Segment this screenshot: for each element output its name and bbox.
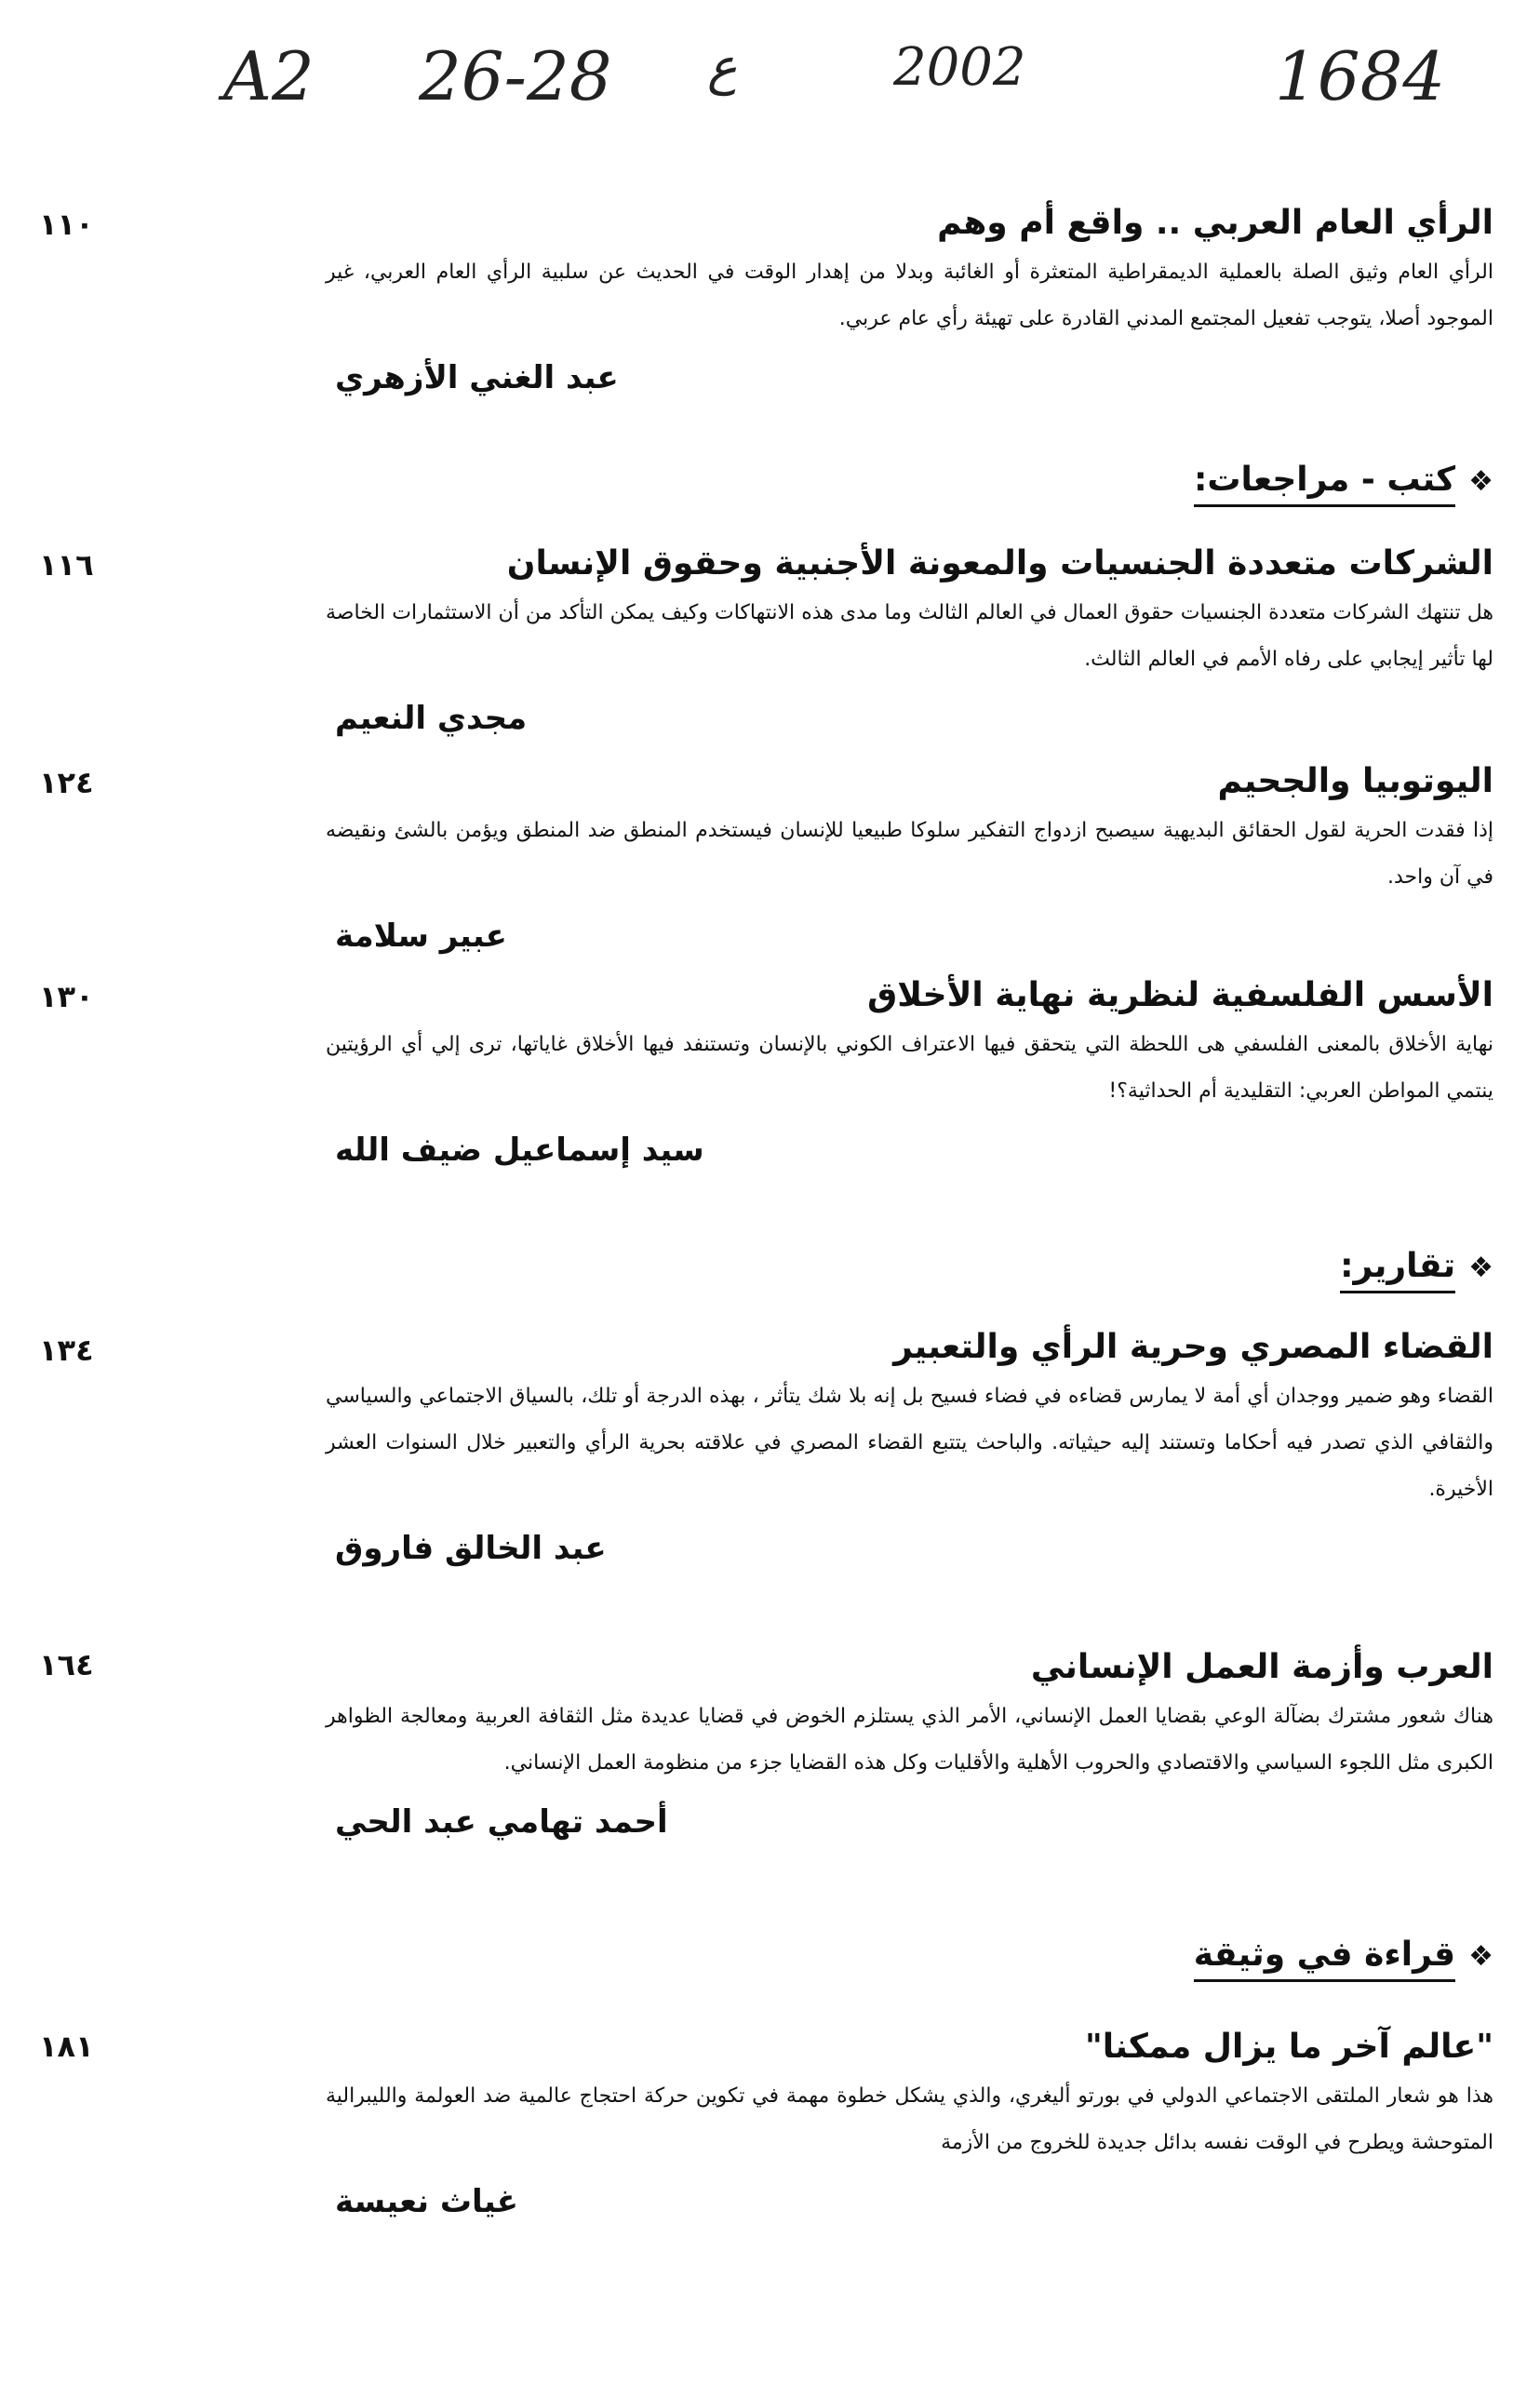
article-title: القضاء المصري وحرية الرأي والتعبير: [893, 1328, 1493, 1366]
article-description: إذا فقدت الحرية لقول الحقائق البديهية سيصبح ازدواج التفكير سلوكا طبيعيا للإنسان فيستخدم المنطق ضد المنطق ويؤمن بالشئ ونقيضه في آن واحد.: [326, 819, 1493, 889]
handwritten-mark: 1684: [1275, 37, 1446, 115]
page-number: ١٨١: [39, 2029, 94, 2064]
article-description: القضاء وهو ضمير ووجدان أي أمة لا يمارس قضاءه في فضاء فسيح بل إنه بلا شك يتأثر ، بهذه الدرجة أو تلك، بالسياق الاجتماعي والسياسي والثقافي الذي تصدر فيه أحكاما وتستند إليه حيثياته. والباحث يتتبع القضاء المصري في علاقته بحرية الرأي والتعبير خلال السنوات العشر الأخيرة.: [326, 1385, 1493, 1501]
article-author: أحمد تهامي عبد الحي: [335, 1803, 668, 1841]
article-description: هذا هو شعار الملتقى الاجتماعي الدولي في بورتو أليغري، والذي يشكل خطوة مهمة في تكوين حركة احتجاج عالمية ضد العولمة والليبرالية المتوحشة ويطرح في الوقت نفسه بدائل جديدة للخروج من الأزمة: [326, 2084, 1493, 2154]
article-author: عبد الغني الأزهري: [335, 359, 619, 396]
article-description: هناك شعور مشترك بضآلة الوعي بقضايا العمل الإنساني، الأمر الذي يستلزم الخوض في قضايا عديدة مثل الثقافة العربية ومعالجة الظواهر الكبرى مثل اللجوء السياسي والاقتصادي والحروب الأهلية والأقليات وكل هذه القضايا جزء من منظومة العمل الإنساني.: [326, 1705, 1493, 1775]
page-number: ١٢٤: [39, 765, 94, 800]
article-description: نهاية الأخلاق بالمعنى الفلسفي هى اللحظة التي يتحقق فيها الاعتراف الكوني بالإنسان وتستنفد فيها الأخلاق غاياتها، ترى إلي أي الرؤيتين ينتمي المواطن العربي: التقليدية أم الحداثية؟!: [326, 1033, 1493, 1103]
section-label: تقارير:: [1340, 1247, 1455, 1293]
article-title: الأسس الفلسفية لنظرية نهاية الأخلاق: [867, 976, 1493, 1014]
page-number: ١١٠: [39, 207, 94, 242]
article-title: الرأي العام العربي .. واقع أم وهم: [937, 204, 1493, 242]
section-heading: [326, 461, 1493, 499]
article-author: سيد إسماعيل ضيف الله: [335, 1132, 704, 1169]
diamond-icon: ❖: [1468, 1940, 1493, 1973]
handwritten-mark: A2: [223, 37, 315, 115]
diamond-icon: ❖: [1468, 1252, 1493, 1284]
page-number: ١٣٠: [39, 979, 94, 1014]
article-description: الرأي العام وثيق الصلة بالعملية الديمقراطية المتعثرة أو الغائبة وبدلا من إهدار الوقت في الحديث عن سلبية الرأي العام العربي، غير الموجود أصلا، يتوجب تفعيل المجتمع المدني القادرة على تهيئة رأي عام عربي.: [326, 261, 1493, 330]
article-description: هل تنتهك الشركات متعددة الجنسيات حقوق العمال في العالم الثالث وما مدى هذه الانتهاكات وكيف يمكن التأكد من أن الاستثمارات الخاصة لها تأثير إيجابي على رفاه الأمم في العالم الثالث.: [326, 601, 1493, 671]
handwritten-mark: ع: [707, 37, 738, 96]
section-heading: [326, 1247, 1493, 1285]
article-title: اليوتوبيا والجحيم: [1217, 762, 1493, 800]
article-title: الشركات متعددة الجنسيات والمعونة الأجنبية وحقوق الإنسان: [506, 544, 1493, 583]
article-title: العرب وأزمة العمل الإنساني: [1030, 1648, 1493, 1686]
article-author: مجدي النعيم: [335, 700, 528, 737]
diamond-icon: ❖: [1468, 465, 1493, 498]
page-number: ١١٦: [39, 547, 94, 583]
handwritten-mark: 26-28: [419, 37, 612, 115]
handwritten-mark: 2002: [893, 37, 1026, 98]
handwritten-annotation: [223, 37, 1446, 149]
page-number: ١٣٤: [39, 1333, 94, 1368]
article-title: "عالم آخر ما يزال ممكنا": [1084, 2028, 1493, 2066]
section-label: كتب - مراجعات:: [1194, 461, 1455, 507]
article-author: غياث نعيسة: [335, 2183, 518, 2220]
article-author: عبد الخالق فاروق: [335, 1530, 607, 1567]
section-heading: [326, 1936, 1493, 1974]
article-author: عبير سلامة: [335, 918, 507, 955]
section-label: قراءة في وثيقة: [1194, 1936, 1455, 1982]
page-number: ١٦٤: [39, 1647, 94, 1682]
